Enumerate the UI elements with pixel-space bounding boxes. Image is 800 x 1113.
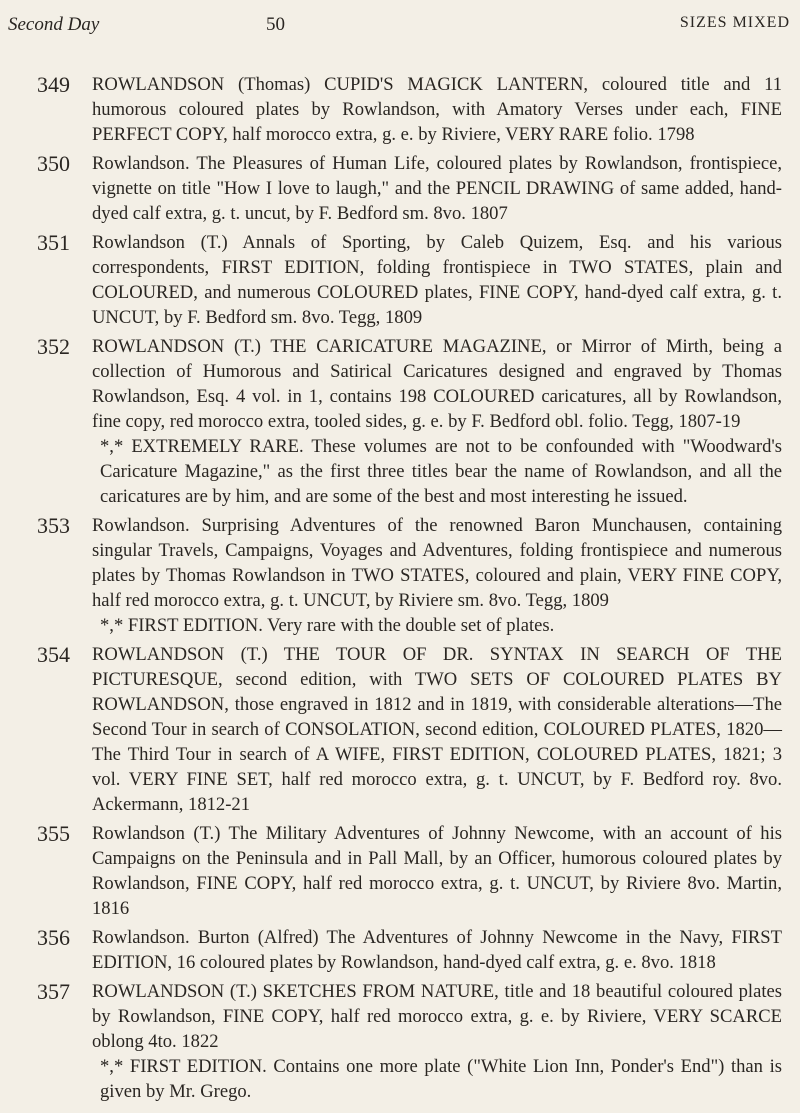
- lot-entry: [0, 821, 800, 921]
- lot-description: [92, 72, 782, 147]
- lot-entry: [0, 334, 800, 509]
- lot-note: *,* FIRST EDITION. Contains one more plate ("White Lion Inn, Ponder's End") than is given by Mr. Grego.: [100, 1056, 782, 1102]
- lot-text: Rowlandson. Surprising Adventures of the renowned Baron Munchausen, containing singular Travels, Campaigns, Voyages and Adventures, folding frontispiece and numerous plates by Thomas Rowlandson in TWO STATES, coloured and plain, VERY FINE COPY, half red morocco extra, g. t. UNCUT, by Riviere sm. 8vo. Tegg, 1809: [92, 515, 782, 611]
- header-category: SIZES MIXED: [679, 14, 790, 31]
- lot-number: 356: [37, 925, 70, 950]
- lot-description: [92, 230, 782, 330]
- lot-number: 350: [37, 151, 70, 176]
- lot-entry: [0, 151, 800, 226]
- lot-description: [92, 642, 782, 817]
- lot-description: [92, 334, 782, 509]
- lot-entry: [0, 513, 800, 638]
- lot-text: ROWLANDSON (T.) THE TOUR OF DR. SYNTAX IN SEARCH OF THE PICTURESQUE, second edition, with TWO SETS OF COLOURED PLATES BY ROWLANDSON, those engraved in 1812 and in 1819, with considerable alterations—The Second Tour in search of CONSOLATION, second edition, COLOURED PLATES, 1820—The Third Tour in search of A WIFE, FIRST EDITION, COLOURED PLATES, 1821; 3 vol. VERY FINE SET, half red morocco extra, g. t. UNCUT, by F. Bedford roy. 8vo. Ackermann, 1812-21: [92, 644, 782, 815]
- lot-number: 349: [37, 72, 70, 97]
- lot-description: [92, 925, 782, 975]
- page-number: 50: [266, 14, 285, 35]
- lot-entry: [0, 642, 800, 817]
- lot-text: ROWLANDSON (Thomas) CUPID'S MAGICK LANTERN, coloured title and 11 humorous coloured plates by Rowlandson, with Amatory Verses under each, FINE PERFECT COPY, half morocco extra, g. e. by Riviere, VERY RARE folio. 1798: [92, 74, 782, 145]
- lot-text: ROWLANDSON (T.) THE CARICATURE MAGAZINE, or Mirror of Mirth, being a collection of Humorous and Satirical Caricatures designed and engraved by Thomas Rowlandson, Esq. 4 vol. in 1, contains 198 COLOURED caricatures, all by Rowlandson, fine copy, red morocco extra, tooled sides, g. e. by F. Bedford obl. folio. Tegg, 1807-19: [92, 336, 782, 432]
- lot-text: Rowlandson (T.) The Military Adventures of Johnny Newcome, with an account of his Campaigns on the Peninsula and in Pall Mall, by an Officer, humorous coloured plates by Rowlandson, FINE COPY, half red morocco extra, g. t. UNCUT, by Riviere 8vo. Martin, 1816: [92, 823, 782, 919]
- header-section-title: Second Day: [8, 14, 100, 35]
- lot-entry: [0, 72, 800, 147]
- lot-description: [92, 979, 782, 1104]
- lot-number: 355: [37, 821, 70, 846]
- lot-entry: [0, 230, 800, 330]
- lot-text: Rowlandson. The Pleasures of Human Life, coloured plates by Rowlandson, frontispiece, vignette on title "How I love to laugh," and the PENCIL DRAWING of same added, hand-dyed calf extra, g. t. uncut, by F. Bedford sm. 8vo. 1807: [92, 153, 782, 224]
- lot-note: *,* FIRST EDITION. Very rare with the double set of plates.: [100, 615, 555, 636]
- lot-number: 352: [37, 334, 70, 359]
- lot-number: 351: [37, 230, 70, 255]
- lot-number: 357: [37, 979, 70, 1004]
- lot-note: *,* EXTREMELY RARE. These volumes are not to be confounded with "Woodward's Caricature Magazine," as the first three titles bear the name of Rowlandson, and all the caricatures are by him, and are some of the best and most interesting he issued.: [100, 436, 782, 507]
- lot-description: [92, 151, 782, 226]
- lot-number: 353: [37, 513, 70, 538]
- lot-list: [0, 72, 800, 1108]
- lot-text: Rowlandson (T.) Annals of Sporting, by Caleb Quizem, Esq. and his various correspondents, FIRST EDITION, folding frontispiece in TWO STATES, plain and COLOURED, and numerous COLOURED plates, FINE COPY, hand-dyed calf extra, g. t. UNCUT, by F. Bedford sm. 8vo. Tegg, 1809: [92, 232, 782, 328]
- lot-number: 354: [37, 642, 70, 667]
- lot-description: [92, 821, 782, 921]
- page-header: [8, 14, 790, 40]
- lot-text: ROWLANDSON (T.) SKETCHES FROM NATURE, title and 18 beautiful coloured plates by Rowlandson, FINE COPY, half red morocco extra, g. e. by Riviere, VERY SCARCE oblong 4to. 1822: [92, 981, 782, 1052]
- lot-entry: [0, 979, 800, 1104]
- lot-entry: [0, 925, 800, 975]
- lot-description: [92, 513, 782, 638]
- lot-text: Rowlandson. Burton (Alfred) The Adventures of Johnny Newcome in the Navy, FIRST EDITION, 16 coloured plates by Rowlandson, hand-dyed calf extra, g. e. 8vo. 1818: [92, 927, 782, 973]
